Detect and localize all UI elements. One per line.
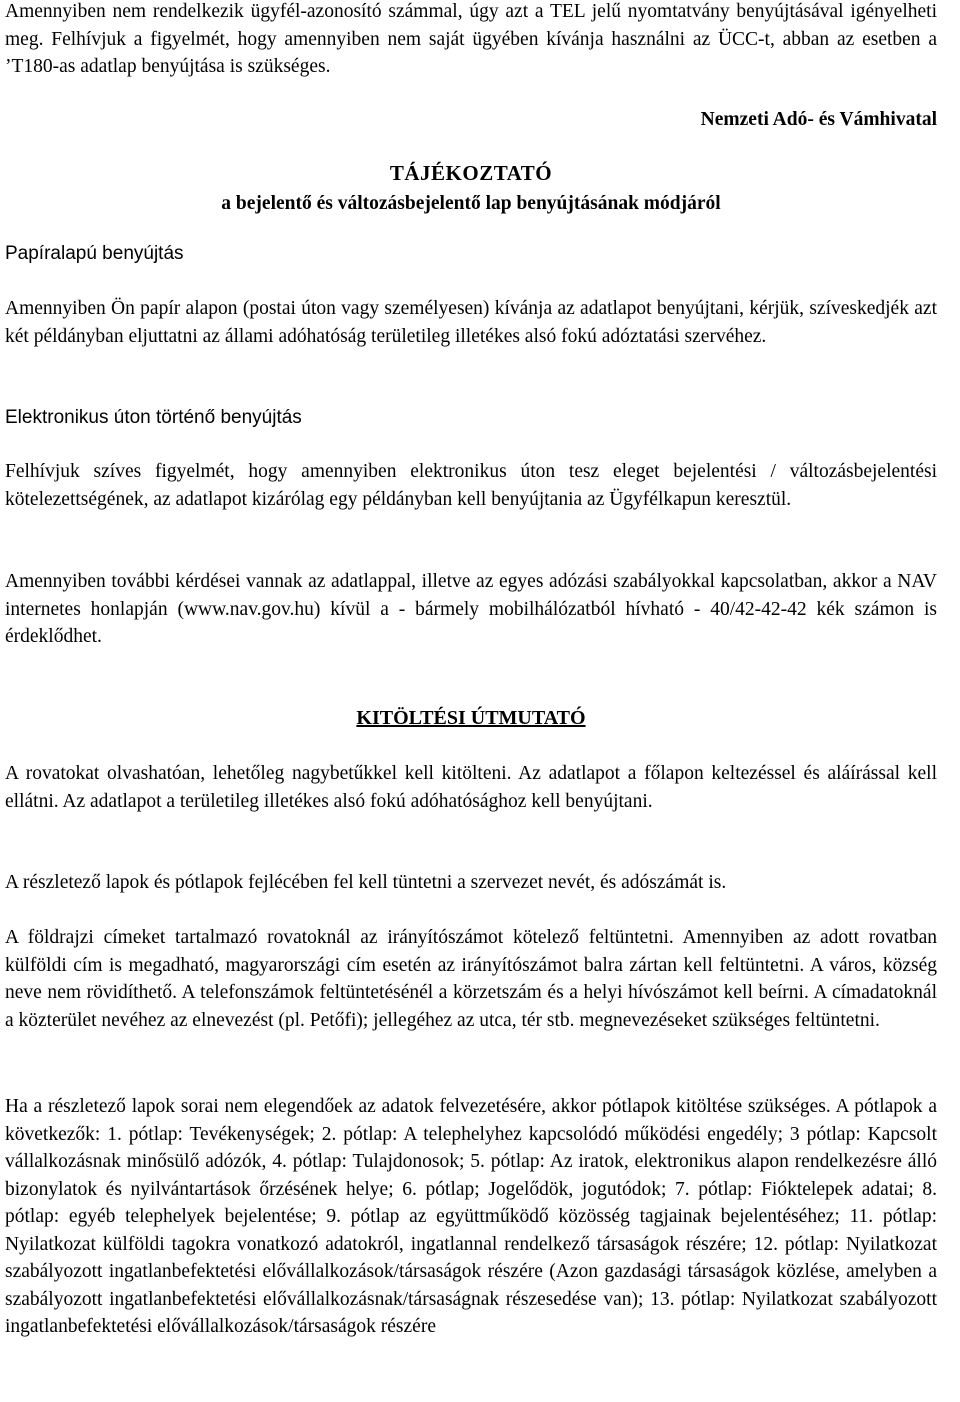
electronic-paragraph: Felhívjuk szíves figyelmét, hogy amennyiben elektronikus úton tesz eleget bejelentési / változásbejelentési kötelezettségének, az adatlapot kizárólag egy példányban kell benyújtania az Ügyfélkapun keresztül. <box>5 461 937 510</box>
guide-paragraph-4: Ha a részletező lapok sorai nem elegendőek az adatok felvezetésére, akkor pótlapok kitöltése szükséges. A pótlapok a következők: 1. pótlap: Tevékenységek; 2. pótlap: A telephelyhez kapcsolódó működési engedély; 3 pótlap: Kapcsolt vállalkozásnak minősülő adózók, 4. pótlap: Tulajdonosok; 5. pótlap: Az iratok, elektronikus alapon rendelkezésre álló bizonylatok és nyilvántartások őrzésének helye; 6. pótlap; Jogelődök, jogutódok; 7. pótlap: Fióktelepek adatai; 8. pótlap: egyéb telephelyek bejelentése; 9. pótlap az együttműködő közösség tagjainak bejelentéséhez; 11. pótlap: Nyilatkozat külföldi tagokra vonatkozó adatokról, ingatlannal rendelkező társaságok részére; 12. pótlap: Nyilatkozat szabályozott ingatlanbefektetési elővállalkozások/társaságok részére (Azon gazdasági társaságok közlése, amelyben a szabályozott ingatlanbefektetési elővállalkozásnak/társaságnak részesedése van); 13. pótlap: Nyilatkozat szabályozott ingatlanbefektetési elővállalkozások/társaságok részére <box>5 1096 937 1337</box>
guide-paragraph-3: A földrajzi címeket tartalmazó rovatoknál az irányítószámot kötelező feltüntetni. Amennyiben az adott rovatban külföldi cím is megadható, magyarországi cím esetén az irányítószámot balra zártan kell feltüntetni. A város, község neve nem rövidíthető. A telefonszámok feltüntetésénél a körzetszám és a helyi hívószámot kell beírni. A címadatoknál a közterület nevéhez az elnevezést (pl. Petőfi); jellegéhez az utca, tér stb. megnevezéseket szükséges feltüntetni. <box>5 927 937 1031</box>
paper-paragraph: Amennyiben Ön papír alapon (postai úton vagy személyesen) kívánja az adatlapot benyújtani, kérjük, szíveskedjék azt két példányban eljuttatni az állami adóhatóság területileg illetékes alsó fokú adóztatási szervéhez. <box>5 298 937 347</box>
document-title <box>5 160 937 217</box>
agency-name: Nemzeti Adó- és Vámhivatal <box>700 109 937 130</box>
title-sub: a bejelentő és változásbejelentő lap benyújtásának módjáról <box>221 192 721 214</box>
guide-heading: KITÖLTÉSI ÚTMUTATÓ <box>356 707 586 729</box>
questions-paragraph: Amennyiben további kérdései vannak az adatlappal, illetve az egyes adózási szabályokkal kapcsolatban, akkor a NAV internetes honlapján (www.nav.gov.hu) kívül a - bármely mobilhálózatból hívható - 40/42-42-42 kék számon is érdeklődhet. <box>5 571 937 647</box>
title-main: TÁJÉKOZTATÓ <box>389 161 553 185</box>
guide-paragraph-2: A részletező lapok és pótlapok fejlécében fel kell tüntetni a szervezet nevét, és adószámát is. <box>5 872 727 893</box>
electronic-heading: Elektronikus úton történő benyújtás <box>5 407 302 428</box>
paper-heading: Papíralapú benyújtás <box>5 243 184 264</box>
intro-paragraph: Amennyiben nem rendelkezik ügyfél-azonosító számmal, úgy azt a TEL jelű nyomtatvány benyújtásával igényelheti meg. Felhívjuk a figyelmét, hogy amennyiben nem saját ügyében kívánja használni az ÜCC-t, abban az esetben a ’T180-as adatlap benyújtása is szükséges. <box>5 1 937 77</box>
guide-paragraph-1: A rovatokat olvashatóan, lehetőleg nagybetűkkel kell kitölteni. Az adatlapot a főlapon keltezéssel és aláírással kell ellátni. Az adatlapot a területileg illetékes alsó fokú adóhatósághoz kell benyújtani. <box>5 763 937 812</box>
